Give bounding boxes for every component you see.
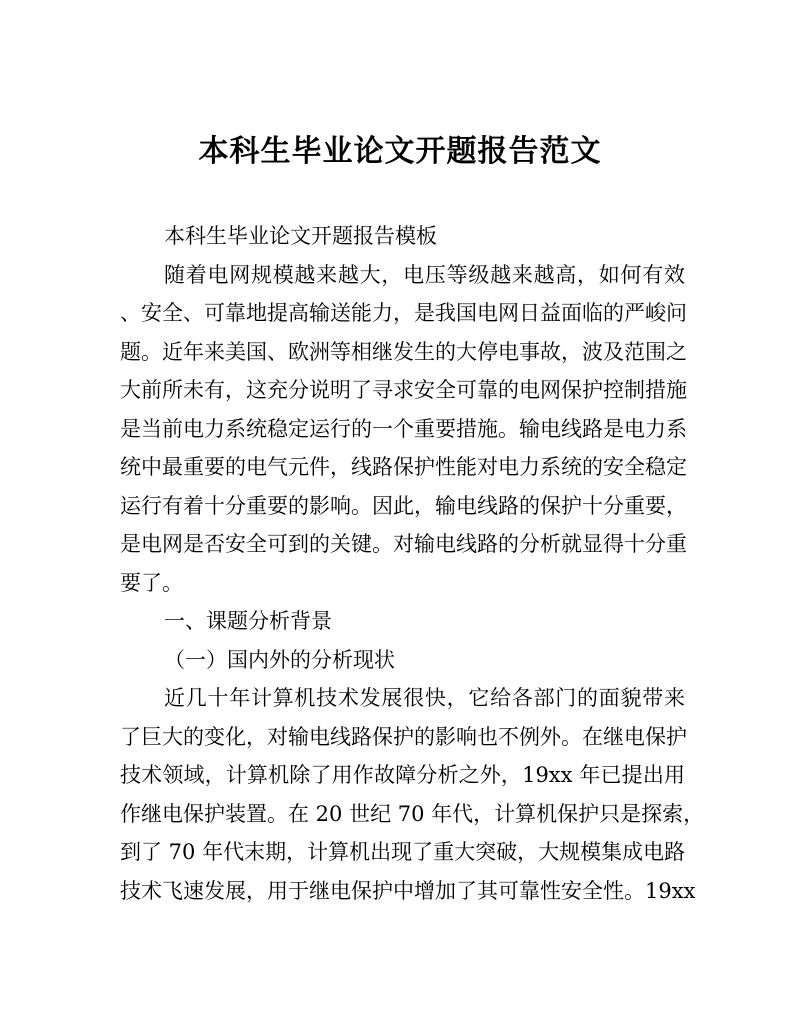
body-line: 运行有着十分重要的影响。因此，输电线路的保护十分重要， (120, 493, 687, 518)
body-line: 本科生毕业论文开题报告模板 (164, 224, 437, 248)
body-line: 是当前电力系统稳定运行的一个重要措施。输电线路是电力系 (120, 416, 687, 441)
body-line: 技术飞速发展，用于继电保护中增加了其可靠性安全性。19xx (120, 878, 696, 903)
body-line: 是电网是否安全可到的关键。对输电线路的分析就显得十分重 (120, 532, 687, 556)
body-line: 一、课题分析背景 (164, 609, 332, 633)
document-title: 本科生毕业论文开题报告范文 (198, 134, 602, 169)
body-line: 要了。 (120, 570, 183, 595)
body-line: 近几十年计算机技术发展很快，它给各部门的面貌带来 (164, 686, 685, 710)
body-line: 技术领域，计算机除了用作故障分析之外，19xx 年已提出用 (120, 763, 685, 787)
body-line: 了巨大的变化，对输电线路保护的影响也不例外。在继电保护 (120, 724, 687, 749)
body-line: （一）国内外的分析现状 (164, 647, 395, 672)
body-line: 题。近年来美国、欧洲等相继发生的大停电事故，波及范围之 (120, 339, 687, 364)
body-line: 统中最重要的电气元件，线路保护性能对电力系统的安全稳定 (120, 455, 687, 479)
body-line: 到了 70 年代末期，计算机出现了重大突破，大规模集成电路 (120, 840, 686, 864)
document-body (120, 217, 705, 910)
body-line: 、安全、可靠地提高输送能力，是我国电网日益面临的严峻问 (120, 301, 687, 325)
body-line: 作继电保护装置。在 20 世纪 70 年代，计算机保护只是探索， (120, 801, 705, 826)
body-line: 大前所未有，这充分说明了寻求安全可靠的电网保护控制措施 (120, 378, 687, 402)
body-line: 随着电网规模越来越大，电压等级越来越高，如何有效 (164, 262, 685, 287)
